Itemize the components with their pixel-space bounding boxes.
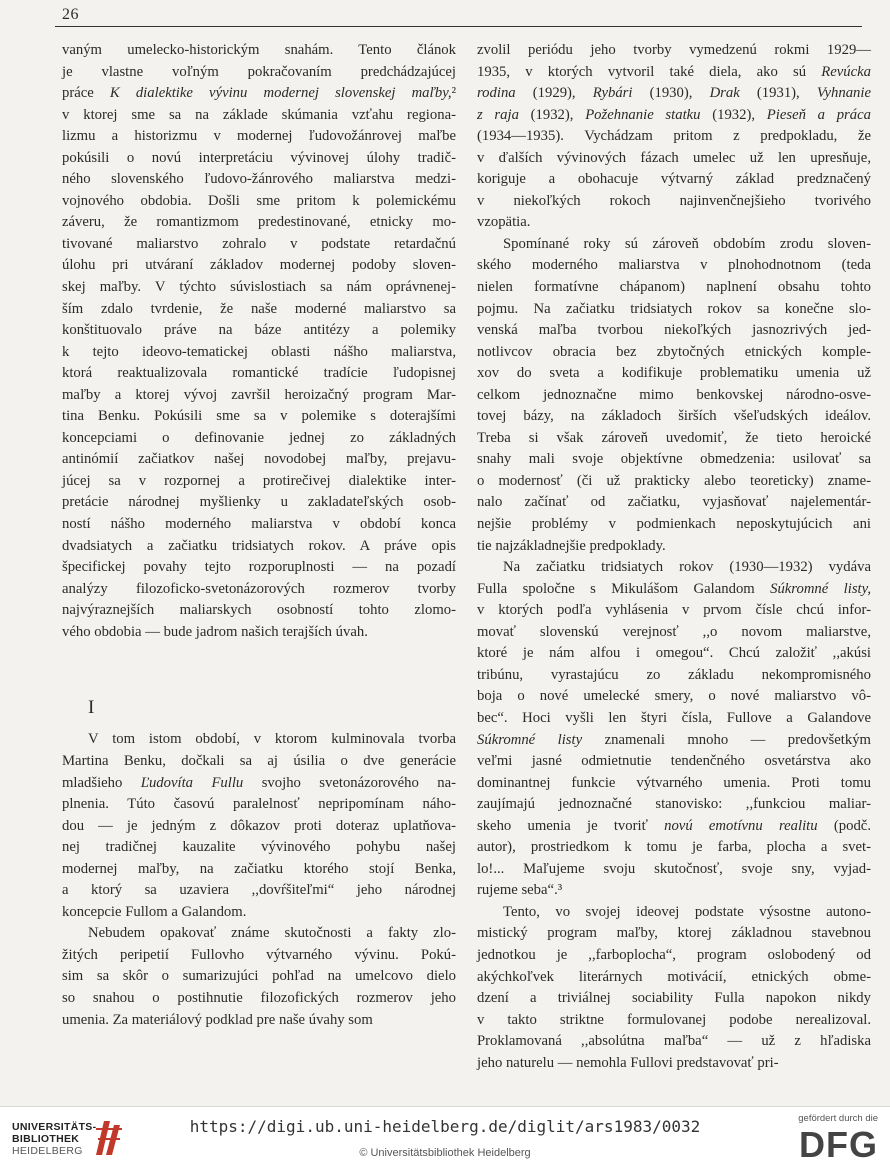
text-line: modernej maľby, na začiatku ktorého stojí Benka, [62,860,456,877]
text-line: tribúnu, vyrastajúcu zo základu nekompromisného [477,666,871,683]
footer [0,1106,890,1171]
paragraph [477,557,871,902]
paragraph [62,40,456,643]
text-line: vého obdobia — bude jadrom našich terajších úvah. [62,623,368,640]
text-line: zaujímajú jednoznačné stanovisko: ,,funkciou maliar- [477,796,871,813]
text-line: júcej sa v rozpornej a protirečivej dialektike inter- [62,472,456,489]
text-line: 1935, v ktorých vytvoril také diela, ako sú Revúcka [477,63,871,80]
text-line: pokúsili o novú interpretáciu vývinovej úlohy tradič- [62,149,456,166]
text-line: skej maľby. V týchto súvislostiach sa nám oprávnenej- [62,279,456,296]
paragraph [62,729,456,923]
text-line: xov do sveta a kodifikuje problematiku umenia už [477,365,871,382]
text-line: konštituovalo práve na báze antitézy a polemiky [62,322,456,339]
text-line: maľby a ktorej vývoj završil heroizačný program Mar- [62,386,456,403]
text-line: ností nášho moderného maliarstva v období konca [62,516,456,533]
funding-note: gefördert durch die [798,1113,878,1124]
text-line: záveru, že romantizmom predestinované, etnicky mo- [62,214,456,231]
text-line: Spomínané roky sú zároveň obdobím zrodu sloven- [503,235,871,252]
text-line: v niekoľkých rokoch najinvenčnejšieho tvorivého [477,192,871,209]
text-line: jeho naturelu — nemohla Fullovi predstavovať pri- [477,1054,779,1071]
text-line: nejšie problémy v podmienkach neposkytujúcich ani [477,516,871,533]
text-line: v ktorej sme sa na základe skúmania vzťahu regiona- [62,106,456,123]
text-line: ktorá reaktualizovala romantické tradície ľudopisnej [62,365,456,382]
text-line: umenia. Za materiálový podklad pre naše úvahy som [62,1011,373,1028]
text-line: Nebudem opakovať známe skutočnosti a fakty zlo- [88,925,456,942]
text-line: Súkromné listy znamenali mnoho — predovšetkým [477,731,871,748]
text-line: lizmu a historizmu v modernej ľudovožánrovej maľbe [62,128,456,145]
spacer [62,665,456,687]
text-line: práce K dialektike vývinu modernej slovenskej maľby,² [62,85,456,102]
text-line: dvadsiatych a začiatku tridsiatych rokov. A práve opis [62,537,456,554]
text-line: dou — je jedným z dôkazov proti doteraz uplatňova- [62,817,456,834]
right-column [477,40,871,1074]
text-line: ším zdalo tvrdenie, že naše moderné maliarstvo sa [62,300,456,317]
text-line: v takto striktne formulovanej podobe nerealizoval. [477,1011,871,1028]
text-line: ského moderného maliarstva v plnohodnotnom (teda [477,257,871,274]
text-line: nielen formatívne chápanom) naplnení obsahu tohto [477,279,871,296]
text-line: koncepciami o definovanie jednej zo základných [62,429,456,446]
text-line: jednotkou je ,,farboplocha“, program oslobodený od [477,946,871,963]
text-line: V tom istom období, v ktorom kulminovala tvorba [88,731,456,748]
logo-line: BIBLIOTHEK [12,1133,80,1145]
text-line: najvýraznejších maliarskych osobností tohto zlomo- [62,602,456,619]
text-line: snahy mali svoje objektívne obmedzenia: usilovať sa [477,451,871,468]
text-line: boja o nové umelecké smery, o nové maliarstvo vô- [477,688,871,705]
text-line: rujeme seba“.³ [477,882,563,899]
text-line: tivované maliarstvo zohralo v podstate retardačnú [62,235,456,252]
text-line: pojmu. Na začiatku tridsiatych rokov sa konečne slo- [477,300,871,317]
text-line: vzopätia. [477,214,531,231]
text-line: rodina (1929), Rybári (1930), Drak (1931), Vyhnanie [477,85,871,102]
paragraph [477,40,871,234]
header-rule [55,26,862,27]
dfg-logo[interactable]: DFG [799,1124,878,1165]
text-line: bec“. Hoci vyšli len štyri čísla, Fullove a Galandove [477,709,871,726]
text-line: koriguje a obohacuje výtvarný základ predznačený [477,171,871,188]
copyright-notice: © Universitätsbibliothek Heidelberg [359,1147,531,1159]
logo-line: UNIVERSITÄTS- [12,1121,97,1133]
text-line: nej tradičnej kauzalite vývinového pohybu našej [62,839,456,856]
left-column [62,40,456,1031]
text-line: mladšieho Ľudovíta Fullu svojho svetonázorového na- [62,774,456,791]
text-line: špecifickej povahy tejto rozporuplnosti — na pozadí [62,559,456,576]
section-heading: I [88,697,95,719]
text-line: (1934—1935). Vychádzam pritom z predpokladu, že [477,128,871,145]
text-line: úlohu pri utváraní základov modernej podoby sloven- [62,257,456,274]
text-line: z raja (1932), Požehnanie statku (1932), Pieseň a práca [477,106,871,123]
text-line: o modernosť (či už prakticky alebo teoreticky) zname- [477,472,871,489]
spacer [62,643,456,665]
text-line: lo!... Maľujeme svoju skutočnosť, svoje sny, vyjad- [477,860,871,877]
logo-line: HEIDELBERG [12,1145,83,1157]
text-line: Martina Benku, dočkali sa aj úsilia o dve generácie [62,752,456,769]
text-line: skeho umenia je tvoriť novú emotívnu realitu (podč. [477,817,871,834]
text-line: movať slovenskú verejnosť ,,o novom maliarstve, [477,623,871,640]
text-line: pretácie národnej myšlienky u zakladateľských osob- [62,494,456,511]
text-line: k tejto ideovo-tematickej oblasti nášho maliarstva, [62,343,456,360]
page-number: 26 [62,6,79,23]
text-line: Tento, vo svojej ideovej podstate výsostne autono- [503,903,871,920]
text-line: so snahou o postihnutie filozofických rozmerov jeho [62,989,456,1006]
text-line: mistický program maľby, ktorej základnou stavebnou [477,925,871,942]
text-line: veľmi jasné odmietnutie tendenčného osvetárstva ako [477,753,871,770]
text-line: celkom jednoznačne mimo benkovskej národno-osve- [477,386,871,403]
text-line: analýzy filozoficko-svetonázorových rozmerov tvorby [62,580,456,597]
text-line: tovej bázy, na základoch širších všeľudských ideálov. [477,408,871,425]
text-line: v ďalších vývinových fázach umelec už len upresňuje, [477,149,871,166]
text-line: akýchkoľvek literárnych motivácií, etnických obme- [477,968,871,985]
text-line: koncepcie Fullom a Galandom. [62,903,247,920]
paragraph [477,902,871,1074]
text-line: v ktorých podľa vyhlásenia v prvom čísle chcú infor- [477,602,871,619]
text-line: plnenia. Túto časovú paralelnosť nepripomínam náho- [62,796,456,813]
text-line: notlivcov obracia bez zbytočných etnických komple- [477,343,871,360]
paragraph [477,234,871,557]
text-line: a ktorý sa uzaviera ,,dovŕšiteľmi“ jeho národnej [62,882,456,899]
text-line: vojnového obdobia. Došli sme pritom k polemickému [62,192,456,209]
text-line: ného slovenského ľudovo-žánrového maliarstva medzi- [62,171,456,188]
text-line: autor), prostriedkom k tomu je farba, plocha a svet- [477,839,871,856]
text-line: zvolil periódu jeho tvorby vymedzenú rokmi 1929— [477,42,871,58]
text-line: Fulla spoločne s Mikulášom Galandom Súkromné listy, [477,580,871,597]
text-line: Na začiatku tridsiatych rokov (1930—1932) vydáva [503,559,871,576]
text-line: tina Benku. Pokúsili sme sa v polemike s doterajšími [62,408,456,425]
text-line: sim sa skôr o sumarizujúci pohľad na umelcovo dielo [62,968,456,985]
text-line: Treba si však zároveň uvedomiť, že tieto heroické [477,429,871,446]
text-line: venská maľba tvorbou niekoľkých jasnozrivých jed- [477,322,871,339]
text-line: žitých peripetií Fullovho výtvarného vývinu. Pokú- [62,946,456,963]
text-line: tie najzákladnejšie predpoklady. [477,537,666,554]
text-line: ktoré je nám alfou i omegou“. Chcú založiť ,,akúsi [477,645,871,662]
paragraph [62,923,456,1031]
text-line: vaným umelecko-historickým snahám. Tento článok [62,42,456,58]
text-line: dominantnej funkcie výtvarného umenia. Proti tomu [477,774,871,791]
permalink-url[interactable]: https://digi.ub.uni-heidelberg.de/diglit/ars1983/0032 [189,1117,701,1136]
text-line: Proklamovaná ,,absolútna maľba“ — už z hľadiska [477,1033,871,1050]
text-line: antinómií začiatkov našej novodobej maľby, prejavu- [62,451,456,468]
text-line: nalo začínať od začiatku, vyjasňovať najelementár- [477,494,871,511]
text-line: je vlastne voľným pokračovaním predchádzajúcej [62,63,456,80]
text-line: dzení a triviálnej sociability Fulla napokon nikdy [477,990,871,1007]
